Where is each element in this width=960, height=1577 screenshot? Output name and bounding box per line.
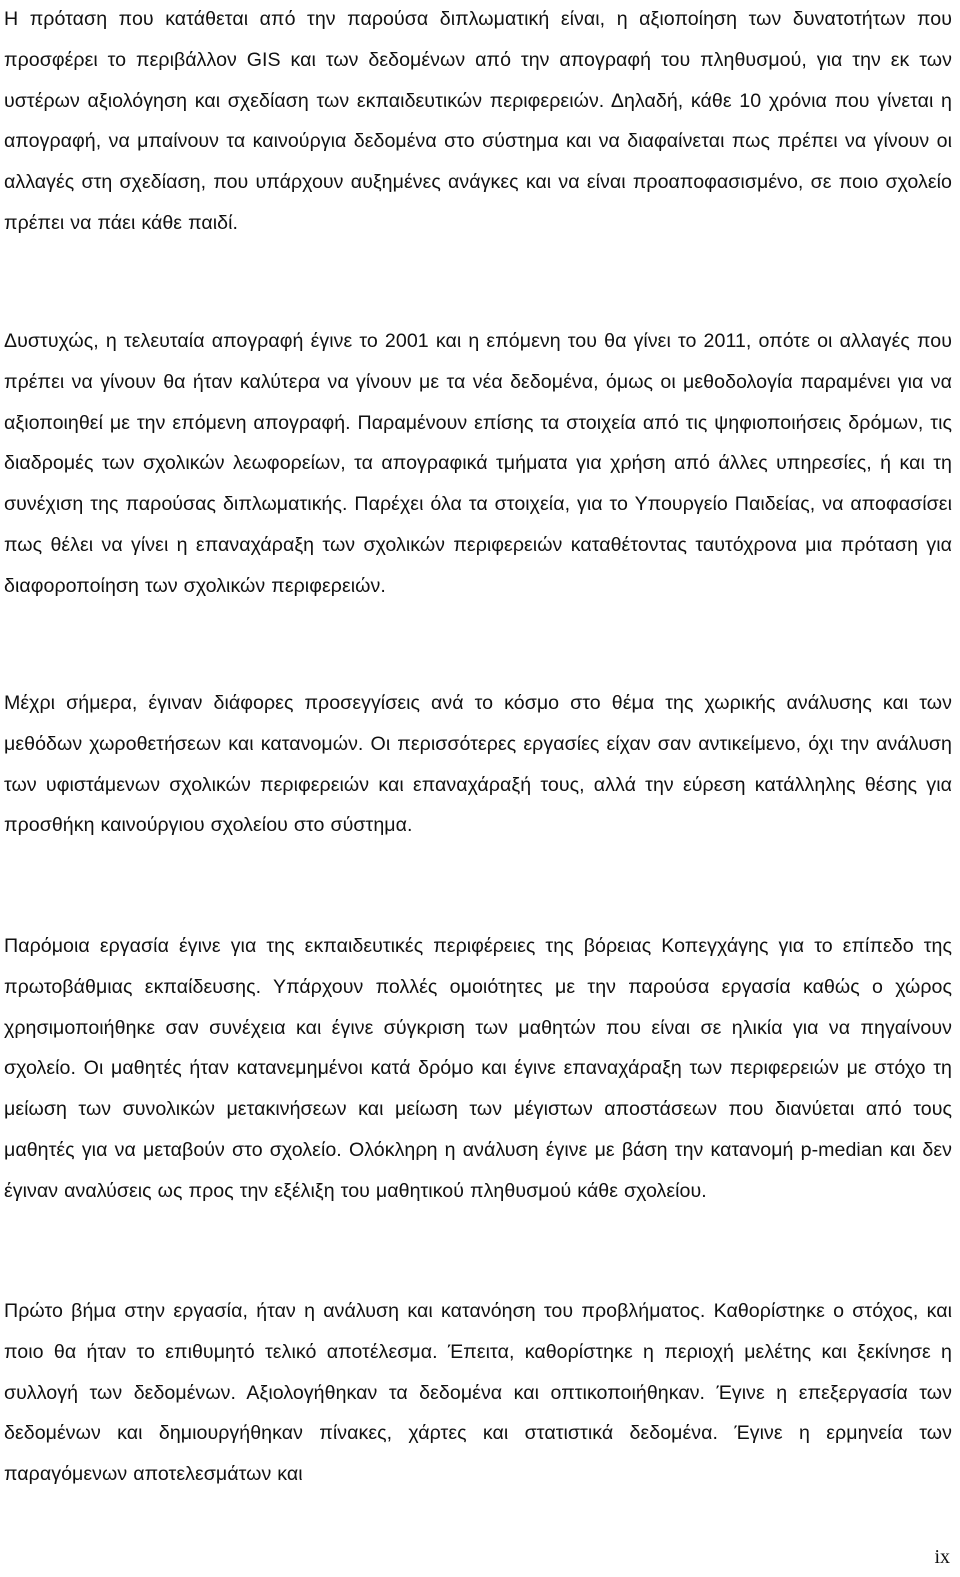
paragraph-census: Δυστυχώς, η τελευταία απογραφή έγινε το 2001 και η επόμενη του θα γίνει το 2011, οπότε οι αλλαγές που πρέπει να γίνουν θα ήταν καλύτερα να γίνουν με τα νέα δεδομένα, όμως οι μεθοδολογία παραμένει για να αξιοποιηθεί με την επόμενη απογραφή. Παραμένουν επίσης τα στοιχεία από τις ψηφιοποιήσεις δρόμων, τις διαδρομές των σχολικών λεωφορείων, τα απογραφικά τμήματα για χρήση από άλλες υπηρεσίες, ή και τη συνέχιση της παρούσας διπλωματικής. Παρέχει όλα τα στοιχεία, για το Υπουργείο Παιδείας, να αποφασίσει πως θέλει να γίνει η επαναχάραξη των σχολικών περιφερειών καταθέτοντας ταυτόχρονα μια πρόταση για διαφοροποίηση των σχολικών περιφερειών. <box>4 330 952 597</box>
paragraph-first-step: Πρώτο βήμα στην εργασία, ήταν η ανάλυση και κατανόηση του προβλήματος. Καθορίστηκε ο στόχος, και ποιο θα ήταν το επιθυμητό τελικό αποτέλεσμα. Έπειτα, καθορίστηκε η περιοχή μελέτης και ξεκίνησε η συλλογή των δεδομένων. Αξιολογήθηκαν τα δεδομένα και οπτικοποιήθηκαν. Έγινε η επεξεργασία των δεδομένων και δημιουργήθηκαν πίνακες, χάρτες και στατιστικά δεδομένα. Έγινε η ερμηνεία των παραγόμενων αποτελεσμάτων και <box>4 1300 952 1486</box>
page-number: ix <box>934 1546 950 1568</box>
paragraph-copenhagen: Παρόμοια εργασία έγινε για της εκπαιδευτικές περιφέρειες της βόρειας Κοπεγχάγης για το επίπεδο της πρωτοβάθμιας εκπαίδευσης. Υπάρχουν πολλές ομοιότητες με την παρούσα εργασία καθώς ο χώρος χρησιμοποιήθηκε σαν συνέχεια και έγινε σύγκριση των μαθητών που είναι σε ηλικία για να πηγαίνουν σχολείο. Οι μαθητές ήταν κατανεμημένοι κατά δρόμο και έγινε επαναχάραξη των περιφερειών με στόχο τη μείωση των συνολικών μετακινήσεων και μείωση των μέγιστων αποστάσεων που διανύεται από τους μαθητές για να μεταβούν στο σχολείο. Ολόκληρη η ανάλυση έγινε με βάση την κατανομή p-median και δεν έγιναν αναλύσεις ως προς την εξέλιξη του μαθητικού πληθυσμού κάθε σχολείου. <box>4 935 952 1202</box>
paragraph-proposal: Η πρόταση που κατάθεται από την παρούσα διπλωματική είναι, η αξιοποίηση των δυνατοτήτων που προσφέρει το περιβάλλον GIS και των δεδομένων από την απογραφή του πληθυσμού, για την εκ των υστέρων αξιολόγηση και σχεδίαση των εκπαιδευτικών περιφερειών. Δηλαδή, κάθε 10 χρόνια που γίνεται η απογραφή, να μπαίνουν τα καινούργια δεδομένα στο σύστημα και να διαφαίνεται πως πρέπει να γίνουν οι αλλαγές στη σχεδίαση, που υπάρχουν αυξημένες ανάγκες και να είναι προαποφασισμένο, σε ποιο σχολείο πρέπει να πάει κάθε παιδί. <box>4 8 952 234</box>
paragraph-approaches: Μέχρι σήμερα, έγιναν διάφορες προσεγγίσεις ανά το κόσμο στο θέμα της χωρικής ανάλυσης και των μεθόδων χωροθετήσεων και κατανομών. Οι περισσότερες εργασίες είχαν σαν αντικείμενο, όχι την ανάλυση των υφιστάμενων σχολικών περιφερειών και επαναχάραξή τους, αλλά την εύρεση κατάλληλης θέσης για προσθήκη καινούργιου σχολείου στο σύστημα. <box>4 692 952 837</box>
